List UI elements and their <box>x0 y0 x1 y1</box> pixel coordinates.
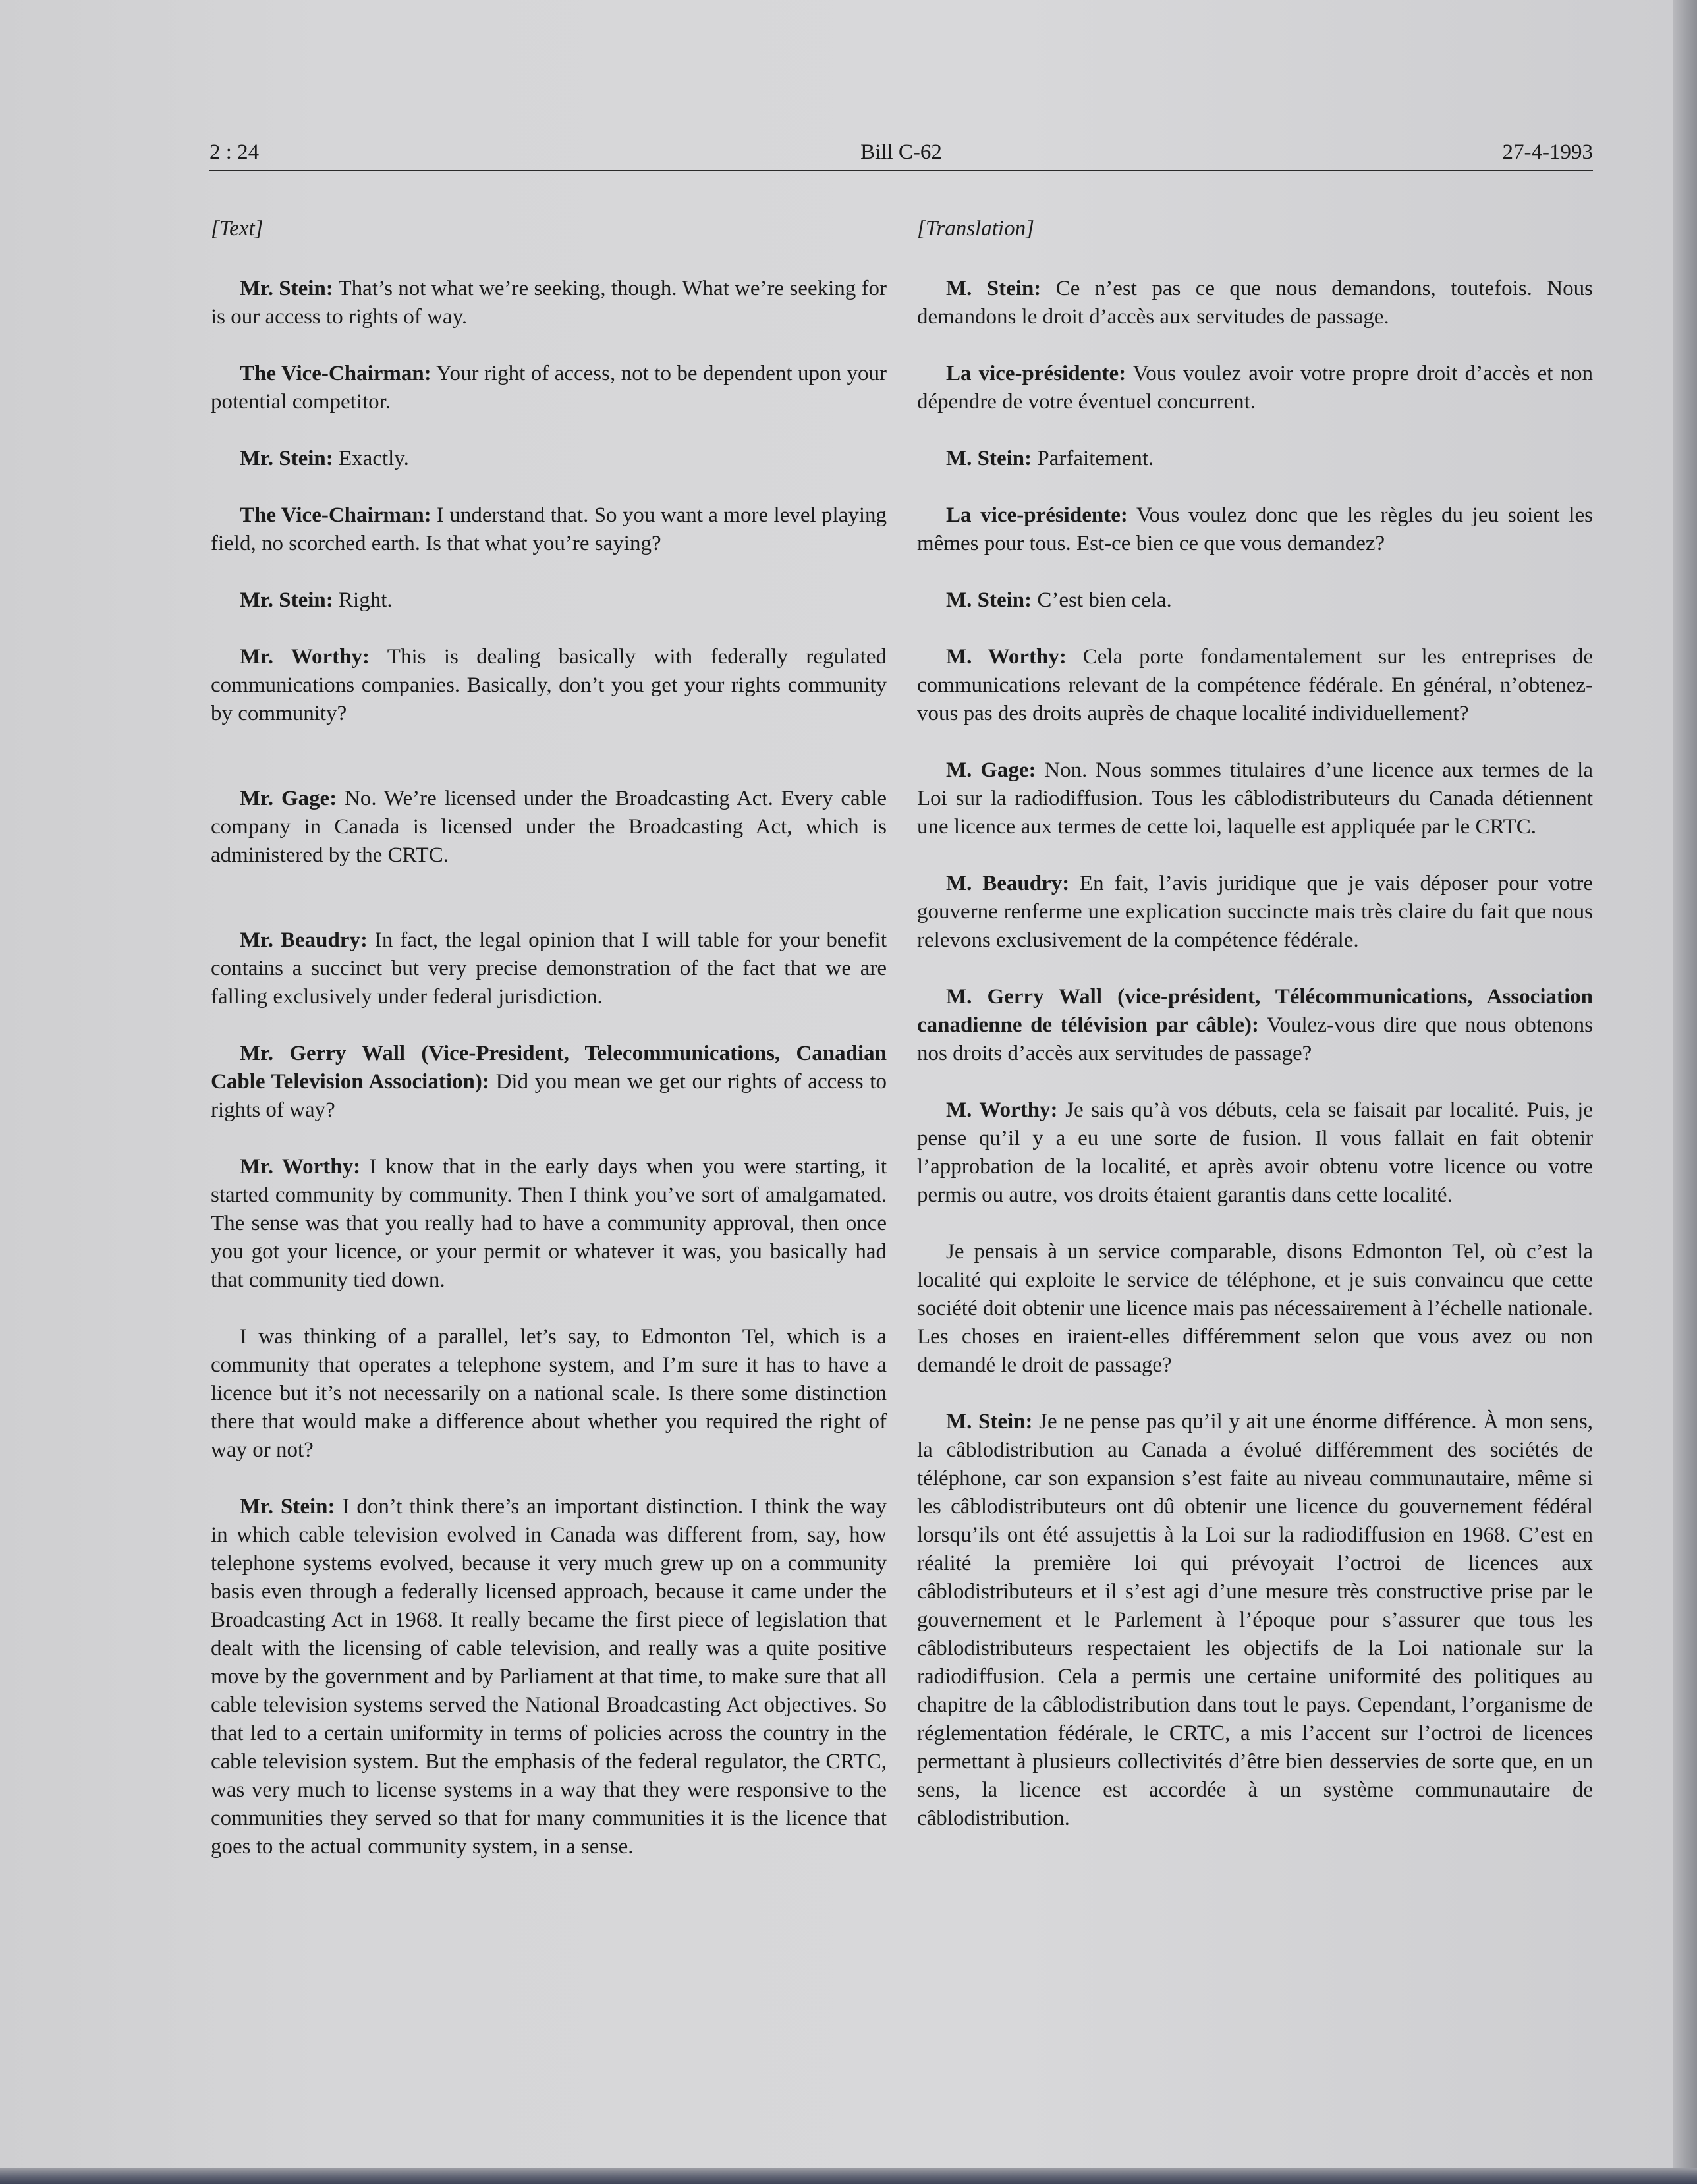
paragraph: M. Stein: Parfaitement. <box>946 447 1154 470</box>
speaker: Mr. Worthy: <box>240 1155 361 1179</box>
paragraph: La vice-présidente: Vous voulez donc que les règles du jeu soient les mêmes pour tous. Est-ce bien ce que vous demandez? <box>917 503 1593 555</box>
paragraph: La vice-présidente: Vous voulez avoir votre propre droit d’accès et non dépendre de votre éventuel concurrent. <box>917 362 1593 414</box>
paragraph: M. Stein: C’est bien cela. <box>946 588 1172 612</box>
speaker: The Vice-Chairman: <box>240 362 431 385</box>
document-date: 27-4-1993 <box>1502 140 1593 164</box>
french-column <box>917 215 1593 1861</box>
paragraph: The Vice-Chairman: Your right of access, not to be dependent upon your potential competitor. <box>211 362 887 414</box>
paragraph: Mr. Worthy: This is dealing basically with federally regulated communications companies. Basically, don’t you get your rights community by community? <box>211 645 887 725</box>
speaker: M. Worthy: <box>946 645 1067 669</box>
speaker: M. Beaudry: <box>946 872 1070 895</box>
paragraph: The Vice-Chairman: I understand that. So you want a more level playing field, no scorched earth. Is that what you’re saying? <box>211 503 887 555</box>
speaker: M. Worthy: <box>946 1098 1058 1122</box>
paragraph: M. Worthy: Cela porte fondamentalement sur les entreprises de communications relevant de la compétence fédérale. En général, n’obtenez-vous pas des droits auprès de chaque localité individuellement? <box>917 645 1594 725</box>
speaker: The Vice-Chairman: <box>240 503 431 527</box>
paragraph: M. Beaudry: En fait, l’avis juridique que je vais déposer pour votre gouverne renferme une explication succincte mais très claire du fait que nous relevons exclusivement de la compétence fédérale. <box>917 872 1593 952</box>
paragraph: M. Gerry Wall (vice-président, Télécommunications, Association canadienne de télévision par câble): Voulez-vous dire que nous obtenons nos droits d’accès aux servitudes de passage? <box>917 985 1593 1065</box>
paragraph: Mr. Beaudry: In fact, the legal opinion that I will table for your benefit contains a succinct but very precise demonstration of the fact that we are falling exclusively under federal jurisdiction. <box>211 928 887 1009</box>
speaker: Mr. Stein: <box>240 277 333 300</box>
translation-tag: [Translation] <box>917 217 1034 240</box>
paragraph: Mr. Gage: No. We’re licensed under the Broadcasting Act. Every cable company in Canada is licensed under the Broadcasting Act, which is administered by the CRTC. <box>211 787 887 867</box>
page-header <box>209 136 1593 169</box>
paragraph: M. Worthy: Je sais qu’à vos débuts, cela se faisait par localité. Puis, je pense qu’il y a eu une sorte de fusion. Il vous fallait en fait obtenir l’approbation de la localité, et après avoir obtenu votre licence ou votre permis ou autre, vos droits étaient garantis dans cette localité. <box>917 1098 1593 1207</box>
speaker: La vice-présidente: <box>946 362 1127 385</box>
speaker: M. Gage: <box>946 758 1036 782</box>
speaker: Mr. Stein: <box>240 447 333 470</box>
english-column <box>211 215 887 1890</box>
speaker: La vice-présidente: <box>946 503 1128 527</box>
speaker: Mr. Gerry Wall (Vice-President, Telecommunications, Canadian Cable Television Association): <box>211 1042 887 1094</box>
paragraph: M. Stein: Je ne pense pas qu’il y ait une énorme différence. À mon sens, la câblodistribution au Canada a évolué différemment des sociétés de téléphone, car son expansion s’est faite au niveau communautaire, même si les câblodistributeurs ont dû obtenir une licence du gouvernement fédéral lorsqu’ils ont été assujettis à la Loi sur la radiodiffusion en 1968. C’est en réalité la première loi qui prévoyait l’octroi de licences aux câblodistributeurs et il s’est agi d’une mesure très constructive prise par le gouvernement et le Parlement à l’époque pour s’assurer que tous les câblodistributeurs respectaient les objectifs de la Loi nationale sur la radiodiffusion. Cela a permis une certaine uniformité des politiques au chapitre de la câblodistribution dans tout le pays. Cependant, l’organisme de réglementation fédérale, le CRTC, a mis l’accent sur l’octroi de licences permettant à plusieurs collectivités d’être bien desservies de sorte que, en un sens, la licence est accordée à un système communautaire de câblodistribution. <box>917 1410 1593 1830</box>
page-edge-right <box>1673 0 1697 2184</box>
paragraph: I was thinking of a parallel, let’s say, to Edmonton Tel, which is a community that operates a telephone system, and I’m sure it has to have a licence but it’s not necessarily on a national scale. Is there some distinction there that would make a difference about whether you required the right of way or not? <box>211 1325 887 1462</box>
speaker: Mr. Stein: <box>240 588 333 612</box>
speaker: M. Stein: <box>946 447 1032 470</box>
header-rule <box>209 170 1593 171</box>
document-title: Bill C-62 <box>860 140 942 164</box>
speaker: Mr. Beaudry: <box>240 928 368 952</box>
paragraph: Mr. Stein: Exactly. <box>240 447 409 470</box>
paragraph: Je pensais à un service comparable, disons Edmonton Tel, où c’est la localité qui exploite le service de téléphone, et je suis convaincu que cette société doit obtenir une licence mais pas nécessairement à l’échelle nationale. Les choses en iraient-elles différemment selon que vous avez ou non demandé le droit de passage? <box>917 1240 1593 1377</box>
speaker: Mr. Stein: <box>240 1495 335 1519</box>
speaker: M. Gerry Wall (vice-président, Télécommunications, Association canadienne de télévision par câble): <box>917 985 1593 1037</box>
page-edge-bottom <box>0 2168 1697 2184</box>
paragraph: M. Stein: Ce n’est pas ce que nous demandons, toutefois. Nous demandons le droit d’accès aux servitudes de passage. <box>917 277 1593 329</box>
paragraph: Mr. Stein: Right. <box>240 588 393 612</box>
paragraph: Mr. Gerry Wall (Vice-President, Telecommunications, Canadian Cable Television Association): Did you mean we get our rights of access to rights of way? <box>211 1042 887 1122</box>
paragraph: Mr. Worthy: I know that in the early days when you were starting, it started community by community. Then I think you’ve sort of amalgamated. The sense was that you really had to have a community approval, then once you got your licence, or your permit or whatever it was, you basically had that community tied down. <box>211 1155 887 1292</box>
speaker: M. Stein: <box>946 277 1042 300</box>
text-tag: [Text] <box>211 217 264 240</box>
paragraph: Mr. Stein: I don’t think there’s an important distinction. I think the way in which cable television evolved in Canada was different from, say, how telephone systems evolved, because it very much grew up on a community basis even through a federally licensed approach, because it came under the Broadcasting Act in 1968. It really became the first piece of legislation that dealt with the licensing of cable television, and really was a quite positive move by the government and by Parliament at that time, to make sure that all cable television systems served the National Broadcasting Act objectives. So that led to a certain uniformity in terms of policies across the country in the cable television system. But the emphasis of the federal regulator, the CRTC, was very much to license systems in a way that they were responsive to the communities they served so that for many communities it is the licence that goes to the actual community system, in a sense. <box>211 1495 887 1859</box>
paragraph: Mr. Stein: That’s not what we’re seeking, though. What we’re seeking for is our access to rights of way. <box>211 277 887 329</box>
speaker: Mr. Gage: <box>240 787 337 810</box>
paragraph: M. Gage: Non. Nous sommes titulaires d’une licence aux termes de la Loi sur la radiodiffusion. Tous les câblodistributeurs du Canada détiennent une licence aux termes de cette loi, laquelle est appliquée par le CRTC. <box>917 758 1593 839</box>
page-number: 2 : 24 <box>209 140 260 164</box>
speaker: M. Stein: <box>946 588 1032 612</box>
speaker: Mr. Worthy: <box>240 645 370 669</box>
speaker: M. Stein: <box>946 1410 1033 1434</box>
